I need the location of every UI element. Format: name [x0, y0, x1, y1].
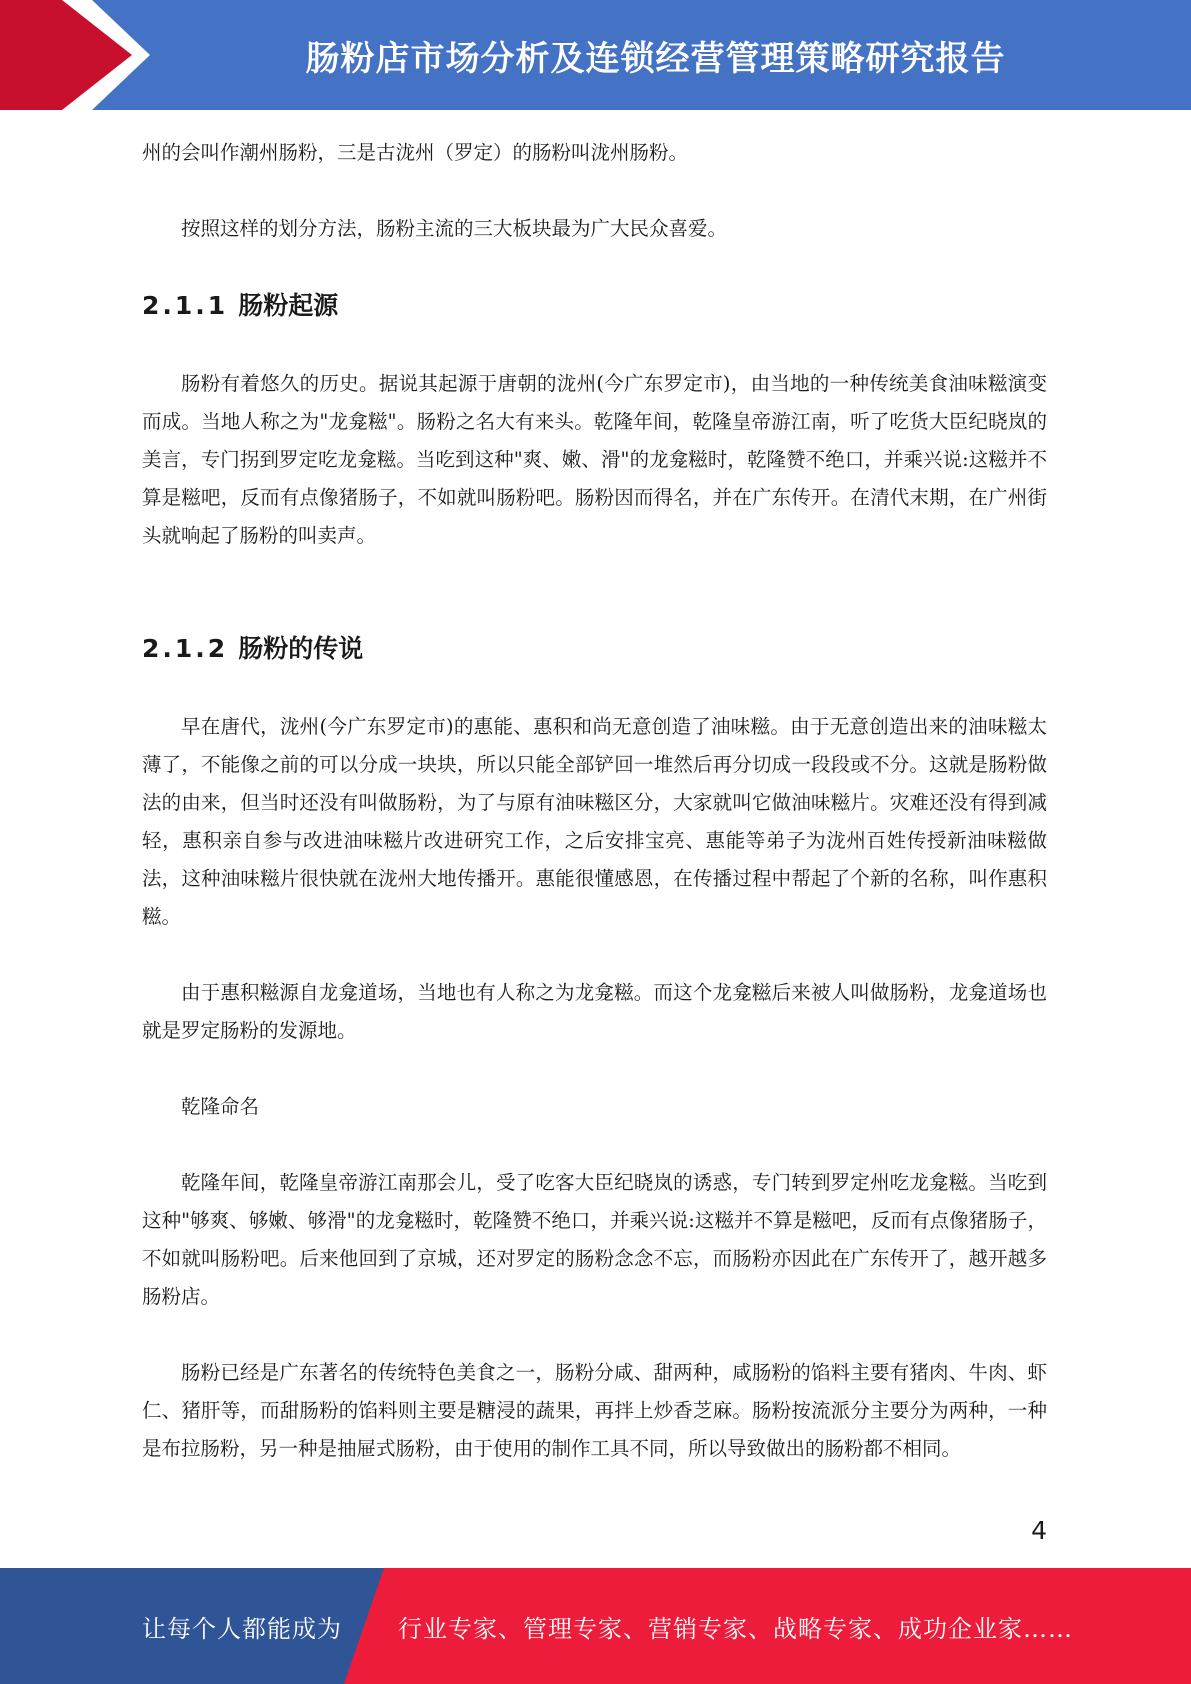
- report-title: 肠粉店市场分析及连锁经营管理策略研究报告: [305, 38, 1006, 79]
- report-header-band: [0, 0, 1191, 110]
- paragraph-intro-continued: 州的会叫作潮州肠粉，三是古泷州（罗定）的肠粉叫泷州肠粉。: [142, 141, 689, 164]
- footer-slogan-right: 行业专家、管理专家、营销专家、战略专家、成功企业家……: [398, 1614, 1073, 1643]
- paragraph-legend-tang: 早在唐代，泷州(今广东罗定市)的惠能、惠积和尚无意创造了油味糍。由于无意创造出来的油味糍太薄了，不能像之前的可以分成一块块，所以只能全部铲回一堆然后再分切成一段段或不分。这就是肠粉做法的由来，但当时还没有叫做肠粉，为了与原有油味糍区分，大家就叫它做油味糍片。灾难还没有得到减轻，惠积亲自参与改进油味糍片改进研究工作，之后安排宝亮、惠能等弟子为泷州百姓传授新油味糍做法，这种油味糍片很快就在泷州大地传播开。惠能很懂感恩，在传播过程中帮起了个新的名称，叫作惠积糍。: [142, 715, 1047, 928]
- paragraph-origin: 肠粉有着悠久的历史。据说其起源于唐朝的泷州(今广东罗定市)，由当地的一种传统美食油味糍演变而成。当地人称之为"龙龛糍"。肠粉之名大有来头。乾隆年间，乾隆皇帝游江南，听了吃货大臣纪晓岚的美言，专门拐到罗定吃龙龛糍。当吃到这种"爽、嫩、滑"的龙龛糍时，乾隆赞不绝口，并乘兴说:这糍并不算是糍吧，反而有点像猪肠子，不如就叫肠粉吧。肠粉因而得名，并在广东传开。在清代末期，在广州街头就响起了肠粉的叫卖声。: [142, 372, 1047, 547]
- page-number: 4: [1031, 1516, 1047, 1545]
- paragraph-qianlong-naming: 乾隆年间，乾隆皇帝游江南那会儿，受了吃客大臣纪晓岚的诱惑，专门转到罗定州吃龙龛糍。当吃到这种"够爽、够嫩、够滑"的龙龛糍时，乾隆赞不绝口，并乘兴说:这糍并不算是糍吧，反而有点像猪肠子，不如就叫肠粉吧。后来他回到了京城，还对罗定的肠粉念念不忘，而肠粉亦因此在广东传开了，越开越多肠粉店。: [142, 1171, 1047, 1308]
- section-heading-origin: [142, 287, 1047, 325]
- paragraph-legend-longkan: 由于惠积糍源自龙龛道场，当地也有人称之为龙龛糍。而这个龙龛糍后来被人叫做肠粉，龙龛道场也就是罗定肠粉的发源地。: [142, 981, 1047, 1042]
- report-footer-band: [0, 1568, 1191, 1684]
- paragraph-varieties: 肠粉已经是广东著名的传统特色美食之一，肠粉分咸、甜两种，咸肠粉的馅料主要有猪肉、牛肉、虾仁、猪肝等，而甜肠粉的馅料则主要是糖浸的蔬果，再拌上炒香芝麻。肠粉按流派分主要分为两种，一种是布拉肠粉，另一种是抽屉式肠粉，由于使用的制作工具不同，所以导致做出的肠粉都不相同。: [142, 1361, 1047, 1460]
- page-body: [142, 134, 1047, 1468]
- section-number: 2.1.2: [142, 634, 229, 663]
- section-heading-legend: [142, 630, 1047, 668]
- section-title: 肠粉的传说: [238, 634, 364, 663]
- section-number: 2.1.1: [142, 291, 229, 320]
- footer-slogan-left: 让每个人都能成为: [142, 1614, 342, 1643]
- section-title: 肠粉起源: [238, 291, 339, 320]
- paragraph-intro-classification: 按照这样的划分方法，肠粉主流的三大板块最为广大民众喜爱。: [181, 217, 728, 240]
- paragraph-qianlong-subtitle: 乾隆命名: [181, 1095, 260, 1118]
